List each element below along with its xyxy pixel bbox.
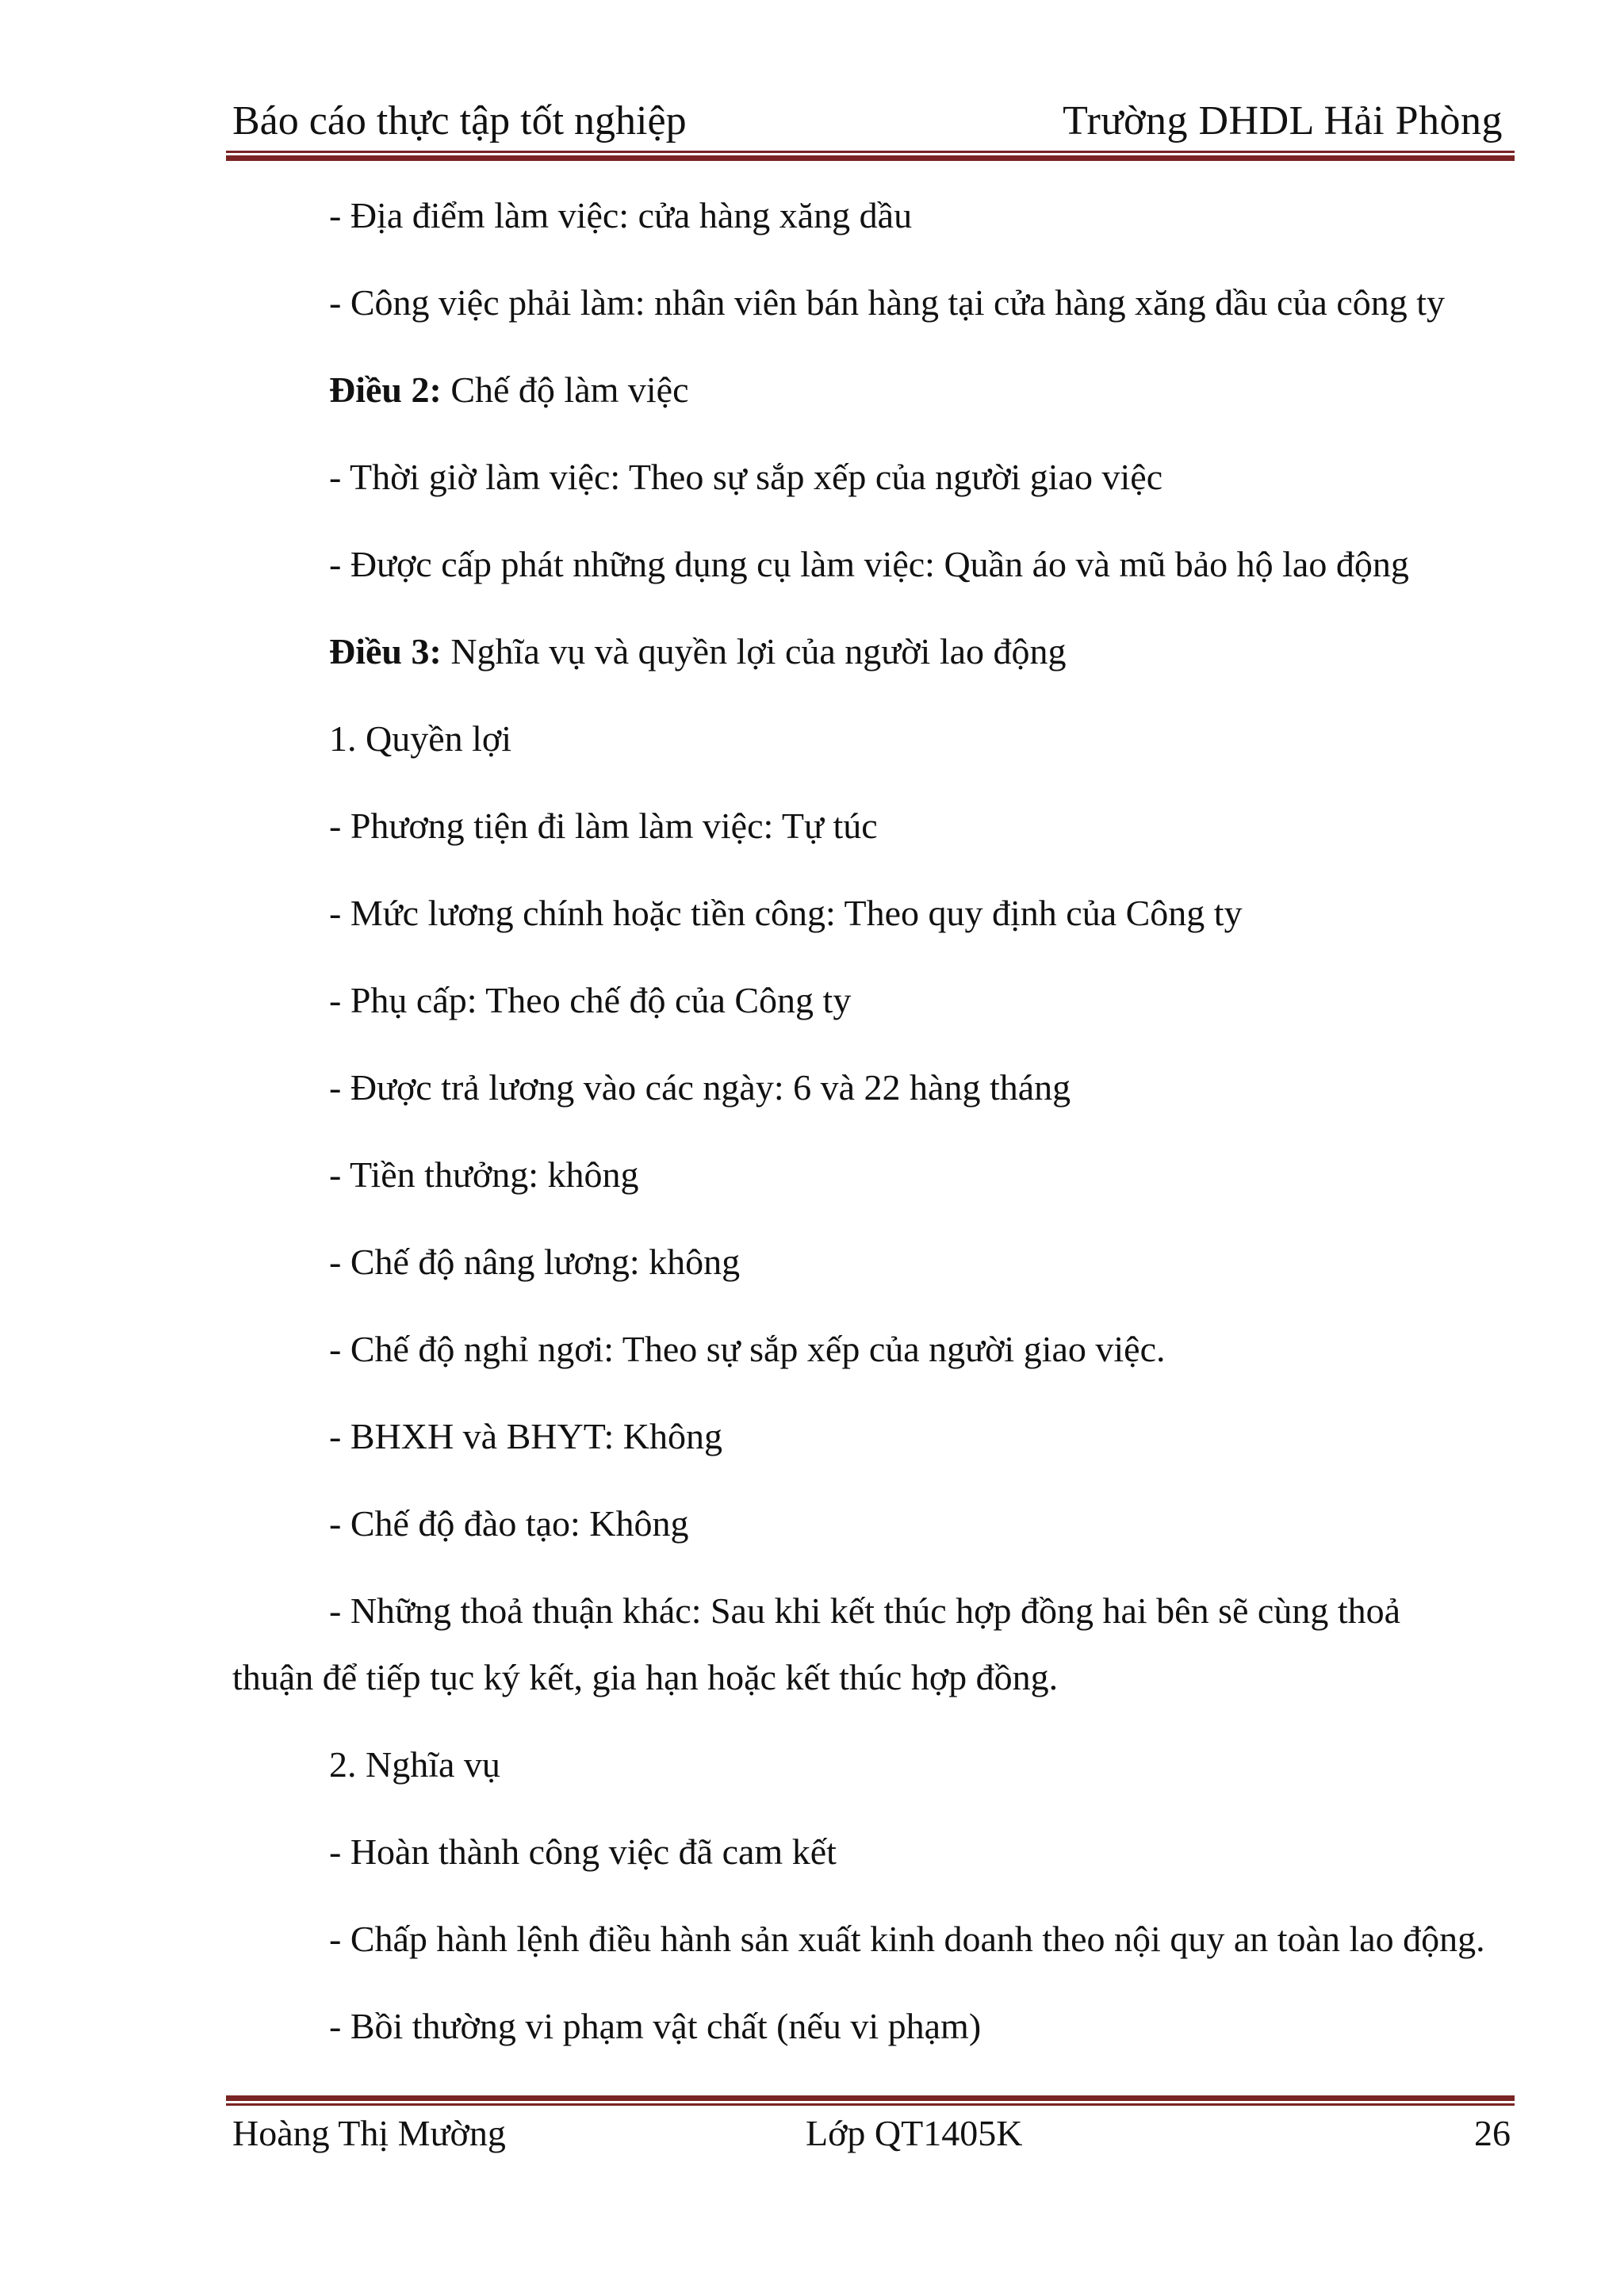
footer-rule [226,2095,1515,2105]
paragraph-rest: - Chế độ nghỉ ngơi: Theo sự sắp xếp của người giao việc. [329,1329,1166,1369]
paragraph-insurance: - BHXH và BHYT: Không [329,1416,723,1456]
paragraph-allowance: - Phụ cấp: Theo chế độ của Công ty [329,980,852,1020]
section-obligations-heading: 2. Nghĩa vụ [329,1744,500,1785]
article-3-title: Nghĩa vụ và quyền lợi của người lao động [441,631,1067,672]
header-rule [226,151,1515,160]
page-footer [232,2108,1511,2159]
paragraph-pay-days: - Được trả lương vào các ngày: 6 và 22 hàng tháng [329,1067,1071,1108]
paragraph-complete-work: - Hoàn thành công việc đã cam kết [329,1831,837,1872]
paragraph-comply-rules: - Chấp hành lệnh điều hành sản xuất kinh doanh theo nội quy an toàn lao động. [329,1919,1485,1959]
footer-class: Lớp QT1405K [806,2113,1023,2153]
paragraph-work-location: - Địa điểm làm việc: cửa hàng xăng dầu [329,195,913,235]
article-2-title: Chế độ làm việc [441,369,689,410]
footer-page-number: 26 [1474,2113,1511,2153]
paragraph-equipment: - Được cấp phát những dụng cụ làm việc: Quần áo và mũ bảo hộ lao động [329,544,1409,584]
paragraph-job-duties: - Công việc phải làm: nhân viên bán hàng tại cửa hàng xăng dầu của công ty [329,282,1446,323]
section-rights-heading: 1. Quyền lợi [329,718,512,759]
paragraph-transport: - Phương tiện đi làm làm việc: Tự túc [329,806,878,846]
page-header [232,94,1503,149]
paragraph-other-agreements: - Những thoả thuận khác: Sau khi kết thúc hợp đồng hai bên sẽ cùng thoả [329,1590,1401,1631]
article-3-heading [329,628,1067,675]
header-school-name: Trường DHDL Hải Phòng [1063,98,1503,144]
article-3-label: Điều 3: [329,631,442,672]
footer-author: Hoàng Thị Mường [232,2113,506,2153]
paragraph-salary: - Mức lương chính hoặc tiền công: Theo quy định của Công ty [329,893,1243,933]
article-2-label: Điều 2: [329,369,442,410]
paragraph-bonus: - Tiền thưởng: không [329,1154,639,1195]
header-report-title: Báo cáo thực tập tốt nghiệp [232,98,687,144]
paragraph-training: - Chế độ đào tạo: Không [329,1503,689,1544]
paragraph-working-hours: - Thời giờ làm việc: Theo sự sắp xếp của người giao việc [329,457,1163,497]
paragraph-raise: - Chế độ nâng lương: không [329,1242,741,1282]
paragraph-other-agreements-cont: thuận để tiếp tục ký kết, gia hạn hoặc kết thúc hợp đồng. [232,1657,1059,1697]
paragraph-compensation: - Bồi thường vi phạm vật chất (nếu vi phạm) [329,2006,982,2046]
article-2-heading [329,366,689,414]
